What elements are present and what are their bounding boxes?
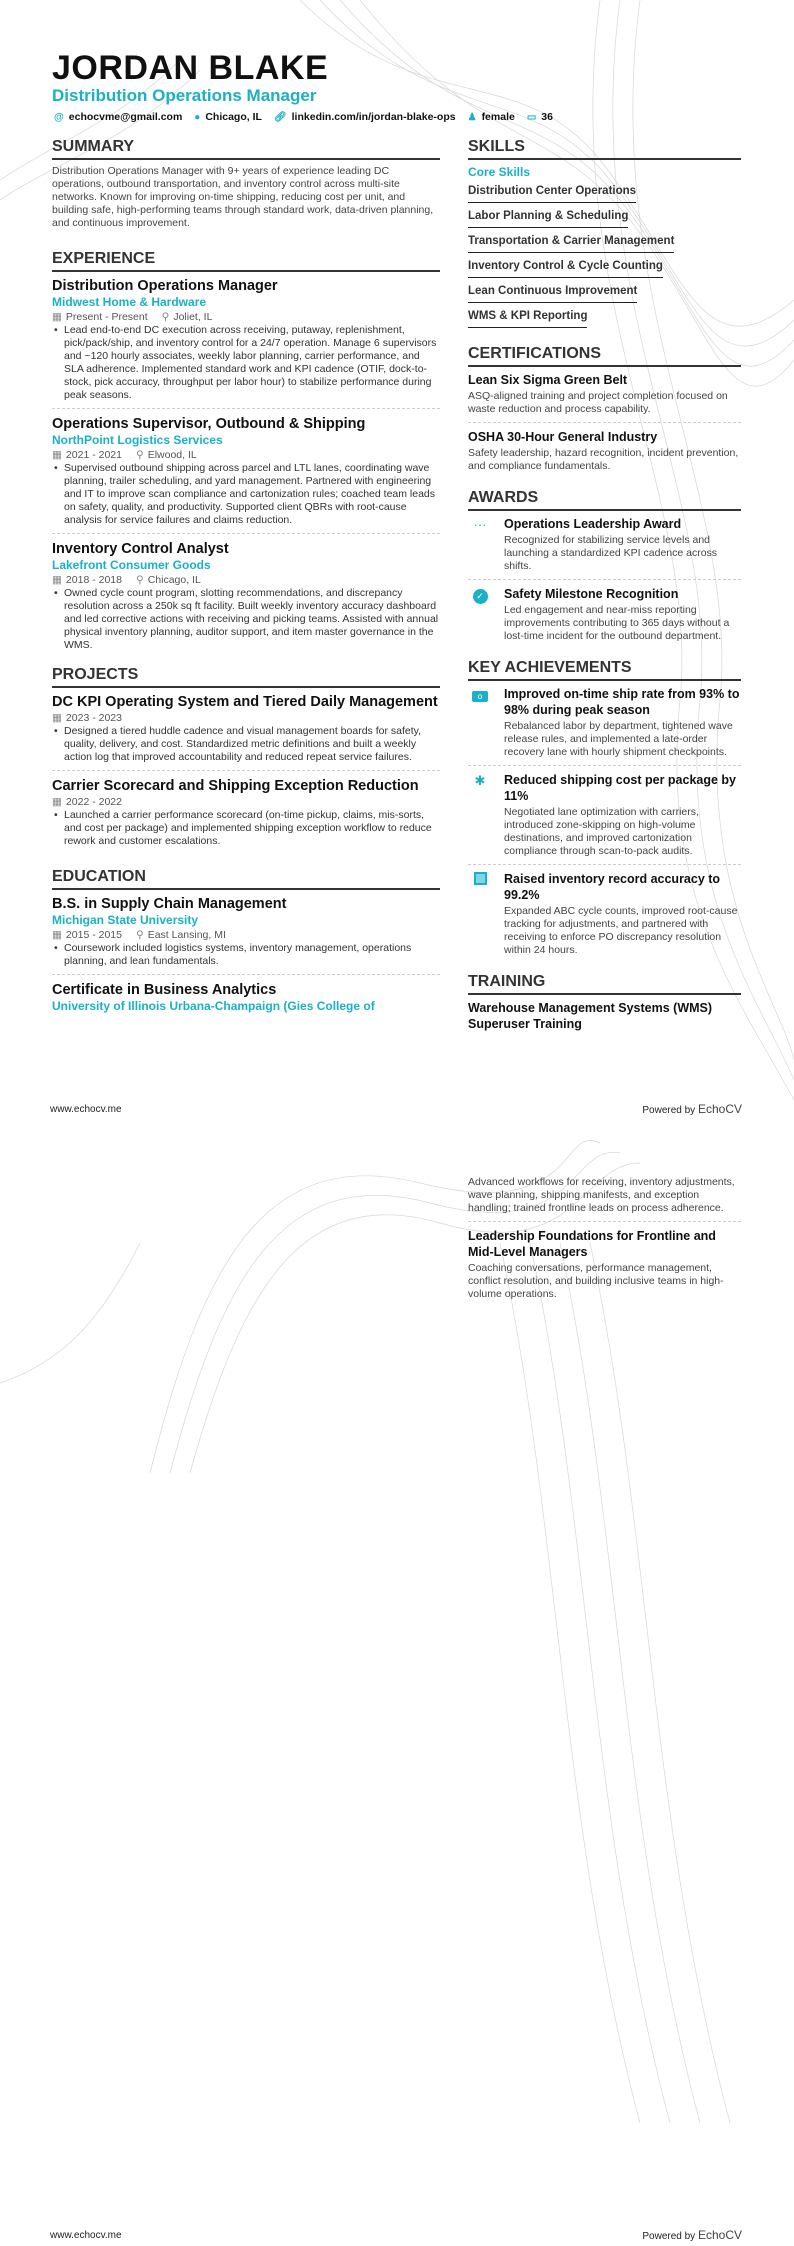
summary-text: Distribution Operations Manager with 9+ years of experience leading DC operations, outbound transportation, and inventory control across multi-site networks. Known for improving on-time shipping, reducing cost per unit, and building safe, high-performing teams through standard work, data-driven planning, and continuous improvement. <box>52 165 434 229</box>
experience-item: Distribution Operations Manager Midwest Home & Hardware ▦ Present - Present ⚲ Joliet, IL • Lead end-to-end DC execution across receiving, putaway, replenishment, pick/pack/ship, and inventory control for a 24/7 operation. Manage 6 supervisors and ~120 hourly associates, weekly labor planning, carrier performance, and SLA adherence. Implemented standard work and KPI cadence (OTIF, dock-to-stock, pick accuracy, throughput per labor hour) to stabilize performance during peak seasons. <box>52 277 440 409</box>
calendar-icon: ▭ <box>526 112 537 123</box>
contact-gender: ♟ female <box>467 111 515 123</box>
achievement-item: ✱ Reduced shipping cost per package by 11% Negotiated lane optimization with carriers, introduced zone-skipping on high-volume destinations, and improved cartonization compliance through scan-to-pack audits. <box>468 772 741 865</box>
training-title: Warehouse Management Systems (WMS) Superuser Training <box>468 1001 713 1031</box>
candidate-name: JORDAN BLAKE <box>52 49 329 87</box>
check-circle-icon: ✓ <box>468 586 492 643</box>
calendar-icon: ▦ <box>52 712 62 724</box>
calendar-icon: ▦ <box>52 449 62 461</box>
bullet: • Supervised outbound shipping across parcel and LTL lanes, coordinating wave planning, trailer scheduling, and yard management. Partnered with engineering and IT to improve scan compliance and cartonization rules; coached team leads on safety, quality, and productivity. Supported client QBRs with root-cause analysis for service failures and claims reduction. <box>52 462 440 527</box>
experience-heading: EXPERIENCE <box>52 250 440 272</box>
bullet: • Lead end-to-end DC execution across receiving, putaway, replenishment, pick/pack/ship, and inventory control for a 24/7 operation. Manage 6 supervisors and ~120 hourly associates, weekly labor planning, carrier performance, and SLA adherence. Implemented standard work and KPI cadence (OTIF, dock-to-stock, pick accuracy, throughput per labor hour) to stabilize performance during peak seasons. <box>52 324 440 402</box>
skill-group-label: Core Skills <box>468 165 531 179</box>
location-pin-icon: ⚲ <box>161 311 170 323</box>
bullet: • Designed a tiered huddle cadence and visual management boards for safety, quality, delivery, and cost. Standardized metric definitions and built a weekly action log that improved accountability and reduced repeat service failures. <box>52 725 440 764</box>
school-name: University of Illinois Urbana-Champaign (Gies College of <box>52 999 375 1013</box>
project-title: Carrier Scorecard and Shipping Exception Reduction <box>52 778 419 794</box>
contact-location: ● Chicago, IL <box>194 111 262 123</box>
skill-item: Transportation & Carrier Management <box>468 232 674 253</box>
location-pin-icon: ⚲ <box>135 574 144 586</box>
brand-logo: EchoCV <box>697 1102 742 1116</box>
bullet: • Coursework included logistics systems, inventory management, operations planning, and lean fundamentals. <box>52 942 440 968</box>
job-title: Distribution Operations Manager <box>52 86 317 105</box>
project-item: Carrier Scorecard and Shipping Exception Reduction ▦ 2022 - 2022 • Launched a carrier performance scorecard (on-time pickup, claims, mis-sorts, and cost per package) and implemented shipping exception workflow to reduce rework and customer escalations. <box>52 777 440 854</box>
achievement-item: o Improved on-time ship rate from 93% to 98% during peak season Rebalanced labor by department, tightened wave release rules, and implemented a late-order recovery lane with hourly shipment checkpoints. <box>468 686 741 766</box>
training-heading: TRAINING <box>468 973 741 995</box>
award-item: ··· Operations Leadership Award Recognized for stabilizing service levels and launching a standardized KPI cadence across shifts. <box>468 516 741 580</box>
chip-icon <box>468 871 492 957</box>
bug-icon: ✱ <box>474 773 486 788</box>
dots-icon: ··· <box>473 517 487 532</box>
money-icon: o <box>468 686 492 759</box>
footer-powered: Powered by EchoCV <box>642 2228 742 2242</box>
link-icon: 🔗︎ <box>273 112 287 123</box>
calendar-icon: ▦ <box>52 574 62 586</box>
certification-item: OSHA 30-Hour General Industry Safety leadership, hazard recognition, incident prevention, and compliance fundamentals. <box>468 430 739 472</box>
training-item: Leadership Foundations for Frontline and Mid-Level Managers Coaching conversations, performance management, conflict resolution, and building inclusive teams in high-volume operations. <box>468 1221 741 1307</box>
person-icon: ♟ <box>467 112 477 123</box>
experience-item: Inventory Control Analyst Lakefront Consumer Goods ▦ 2018 - 2018 ⚲ Chicago, IL • Owned cycle count program, slotting recommendations, and discrepancy resolution across a 250k sq ft facility. Built weekly inventory accuracy dashboard and led corrective actions with receiving and picking teams. Assisted with annual physical inventory planning, auditor support, and item master governance in the WMS. <box>52 540 440 658</box>
education-item <box>52 981 440 1020</box>
certification-item: Lean Six Sigma Green Belt ASQ-aligned training and project completion focused on waste reduction and process capability. <box>468 372 741 423</box>
certifications-heading: CERTIFICATIONS <box>468 345 741 367</box>
location-pin-icon: ⚲ <box>135 929 144 941</box>
footer-site-link[interactable]: www.echocv.me <box>50 1104 122 1115</box>
school-name: Michigan State University <box>52 913 199 927</box>
projects-heading: PROJECTS <box>52 666 440 688</box>
bullet: • Launched a carrier performance scorecard (on-time pickup, claims, mis-sorts, and cost per package) and implemented shipping exception workflow to reduce rework and customer escalations. <box>52 809 440 848</box>
brand-logo: EchoCV <box>697 2228 742 2242</box>
education-item: B.S. in Supply Chain Management Michigan State University ▦ 2015 - 2015 ⚲ East Lansing, MI • Coursework included logistics systems, inventory management, operations planning, and lean fundamentals. <box>52 895 440 975</box>
right-column <box>468 120 741 1034</box>
contact-age: ▭ 36 <box>526 111 553 123</box>
company-name: Lakefront Consumer Goods <box>52 558 211 572</box>
skill-item: WMS & KPI Reporting <box>468 307 587 328</box>
calendar-icon: ▦ <box>52 929 62 941</box>
location-pin-icon: ● <box>194 112 201 123</box>
calendar-icon: ▦ <box>52 796 62 808</box>
company-name: NorthPoint Logistics Services <box>52 433 223 447</box>
education-heading: EDUCATION <box>52 868 440 890</box>
training-description: Advanced workflows for receiving, inventory adjustments, wave planning, shipping manifests, and exception handling; trained frontline leads on process adherence. <box>468 1176 735 1214</box>
position-title: Inventory Control Analyst <box>52 541 229 557</box>
company-name: Midwest Home & Hardware <box>52 295 207 309</box>
position-title: Operations Supervisor, Outbound & Shipping <box>52 416 366 432</box>
degree-title: B.S. in Supply Chain Management <box>52 896 287 912</box>
achievement-item: Raised inventory record accuracy to 99.2% Expanded ABC cycle counts, improved root-cause tracking for adjustments, and partnered with receiving to enforce PO discrepancy resolution within 24 hours. <box>468 871 741 963</box>
achievements-heading: KEY ACHIEVEMENTS <box>468 659 741 681</box>
contact-email[interactable]: @ echocvme@gmail.com <box>54 111 183 123</box>
location-pin-icon: ⚲ <box>135 449 144 461</box>
footer-site-link[interactable]: www.echocv.me <box>50 2230 122 2241</box>
project-item: DC KPI Operating System and Tiered Daily Management ▦ 2023 - 2023 • Designed a tiered huddle cadence and visual management boards for safety, quality, delivery, and cost. Standardized metric definitions and built a weekly action log that improved accountability and reduced repeat service failures. <box>52 693 440 771</box>
at-icon: @ <box>54 112 64 123</box>
contact-linkedin[interactable]: 🔗︎ linkedin.com/in/jordan-blake-ops <box>273 111 456 123</box>
award-item: ✓ Safety Milestone Recognition Led engagement and near-miss reporting improvements contributing to 365 days without a lost-time incident for the outbound department. <box>468 586 741 649</box>
skills-heading: SKILLS <box>468 138 741 160</box>
skill-item: Inventory Control & Cycle Counting <box>468 257 663 278</box>
skill-item: Distribution Center Operations <box>468 182 636 203</box>
bullet: • Owned cycle count program, slotting recommendations, and discrepancy resolution across a 250k sq ft facility. Built weekly inventory accuracy dashboard and led corrective actions with receiving and picking teams. Assisted with annual physical inventory planning, auditor support, and item master governance in the WMS. <box>52 587 440 652</box>
resume-page-2 <box>0 1123 794 2246</box>
calendar-icon: ▦ <box>52 311 62 323</box>
skill-item: Lean Continuous Improvement <box>468 282 637 303</box>
skill-item: Labor Planning & Scheduling <box>468 207 628 228</box>
awards-heading: AWARDS <box>468 489 741 511</box>
project-title: DC KPI Operating System and Tiered Daily Management <box>52 694 438 710</box>
experience-item: Operations Supervisor, Outbound & Shipping NorthPoint Logistics Services ▦ 2021 - 2021 ⚲ Elwood, IL • Supervised outbound shipping across parcel and LTL lanes, coordinating wave planning, trailer scheduling, and yard management. Partnered with engineering and IT to improve scan compliance and cartonization rules; coached team leads on safety, quality, and productivity. Supported client QBRs with root-cause analysis for service failures and claims reduction. <box>52 415 440 534</box>
footer-powered: Powered by EchoCV <box>642 1102 742 1116</box>
left-column <box>52 120 440 1026</box>
summary-heading: SUMMARY <box>52 138 440 160</box>
degree-title: Certificate in Business Analytics <box>52 982 277 998</box>
position-title: Distribution Operations Manager <box>52 278 278 294</box>
